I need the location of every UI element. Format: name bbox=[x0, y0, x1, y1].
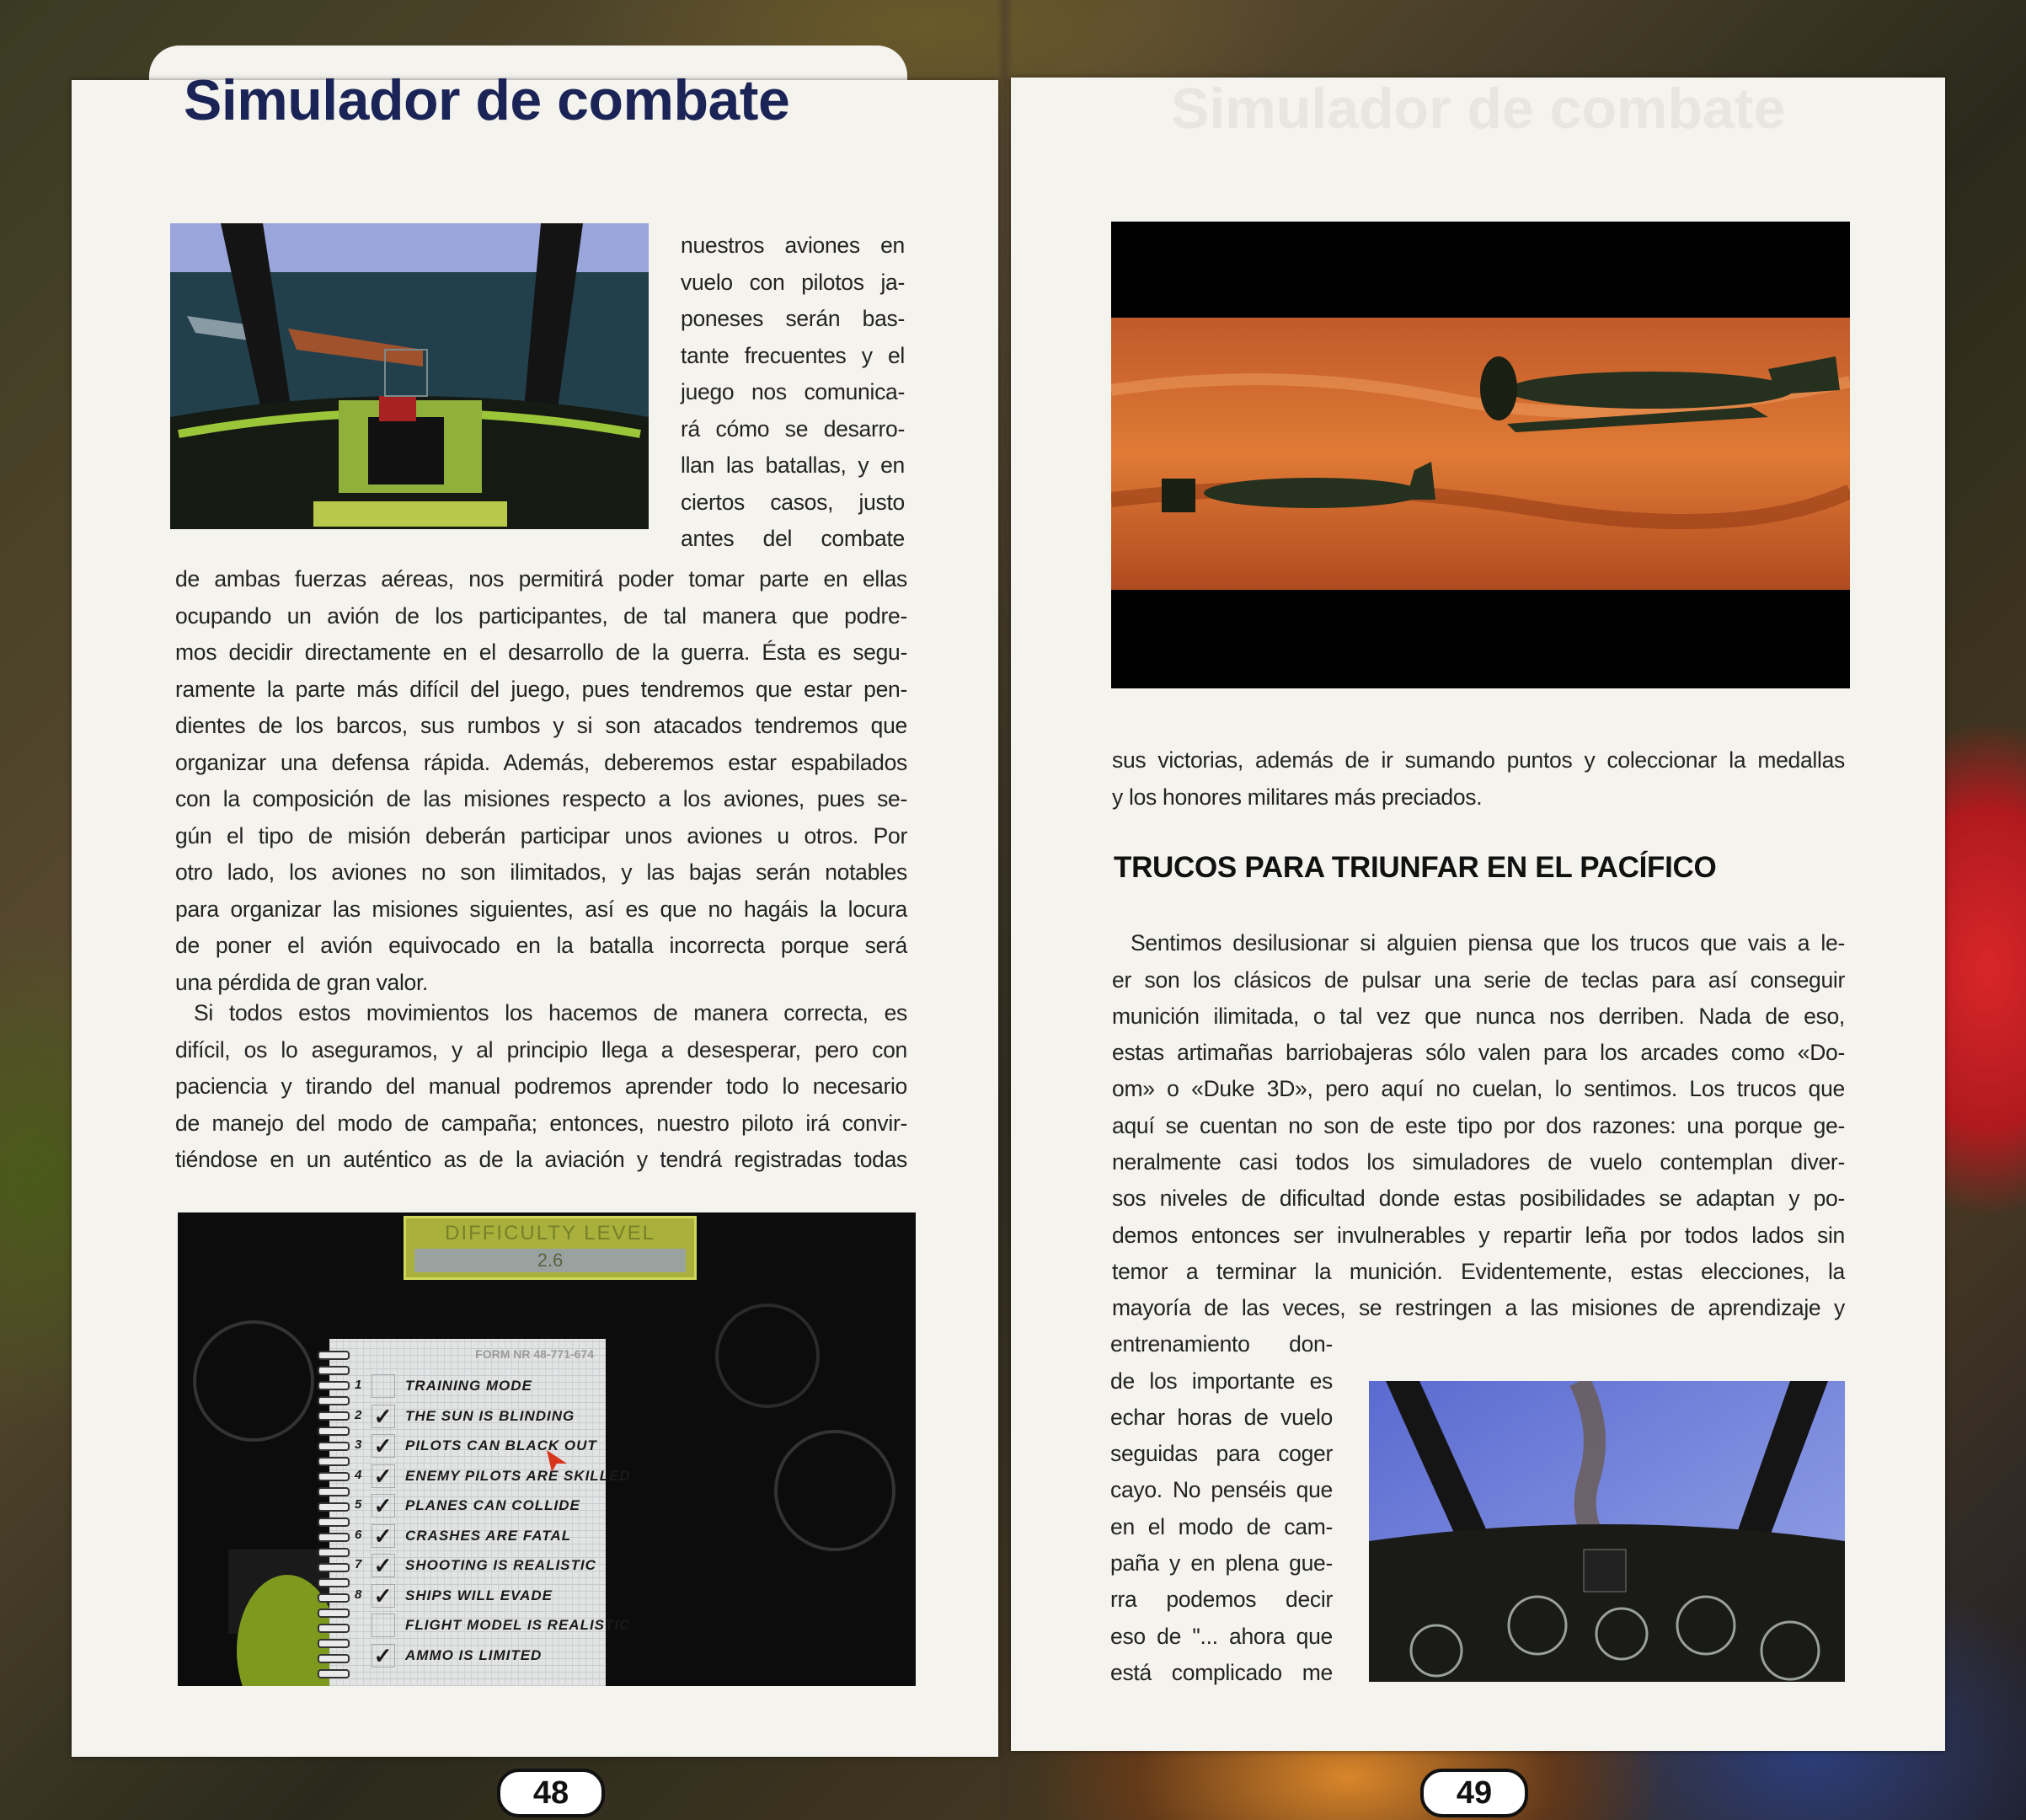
left-paragraph-2-line: tiéndose en un auténtico as de la aviación y tendrá registradas todas bbox=[175, 1147, 907, 1173]
right-paragraph-line: demos entonces ser invulnerables y repartir leña por todos lados sin bbox=[1112, 1222, 1845, 1248]
option-number: 8 bbox=[355, 1587, 363, 1602]
left-narrow-line: juego nos comunica- bbox=[681, 379, 905, 405]
right-paragraph-line: temor a terminar la munición. Evidentemente, estas elecciones, la bbox=[1112, 1258, 1845, 1284]
option-label: ENEMY PILOTS ARE SKILLED bbox=[405, 1467, 631, 1484]
checkbox-checked-icon[interactable]: ✓ bbox=[372, 1644, 395, 1667]
option-label: PLANES CAN COLLIDE bbox=[405, 1497, 580, 1513]
mouse-cursor-icon bbox=[545, 1448, 570, 1474]
right-narrow-line: rra podemos decir bbox=[1110, 1587, 1333, 1613]
left-paragraph-1-line: ramente la parte más difícil del juego, pues tendremos que estar pen- bbox=[175, 676, 907, 702]
checkbox-checked-icon[interactable]: ✓ bbox=[372, 1494, 395, 1518]
planes-sunset-screenshot bbox=[1111, 222, 1850, 688]
option-number: 1 bbox=[355, 1378, 363, 1392]
difficulty-option[interactable] bbox=[329, 1610, 631, 1641]
difficulty-option[interactable] bbox=[329, 1521, 607, 1551]
right-narrow-line: eso de "... ahora que bbox=[1110, 1623, 1333, 1649]
option-label: FLIGHT MODEL IS REALISTIC bbox=[405, 1617, 631, 1633]
difficulty-option[interactable] bbox=[329, 1550, 607, 1581]
left-narrow-line: ciertos casos, justo bbox=[681, 489, 905, 515]
notebook-spiral-ring bbox=[318, 1669, 350, 1678]
left-paragraph-2-line: difícil, os lo aseguramos, y al principio llega a desesperar, pero con bbox=[175, 1036, 907, 1063]
difficulty-level-panel bbox=[404, 1216, 697, 1280]
right-paragraph-line: estas artimañas barriobajeras sólo valen para los arcades como «Do- bbox=[1112, 1040, 1845, 1066]
left-paragraph-2-line: Si todos estos movimientos los hacemos de manera correcta, es bbox=[194, 1000, 907, 1026]
option-number: 5 bbox=[355, 1497, 363, 1512]
right-narrow-line: en el modo de cam- bbox=[1110, 1513, 1333, 1539]
left-paragraph-1-line: de poner el avión equivocado en la batalla incorrecta porque será bbox=[175, 933, 907, 959]
right-paragraph-line: om» o «Duke 3D», pero aquí no cuelan, lo sentimos. Los trucos que bbox=[1112, 1076, 1845, 1102]
option-label: SHIPS WILL EVADE bbox=[405, 1587, 553, 1603]
right-paragraph-line: munición ilimitada, o tal vez que nunca nos derriben. Nada de eso, bbox=[1112, 1003, 1845, 1029]
right-paragraph-line: aquí se cuentan no son de este tipo por dos razones: una porque ge- bbox=[1112, 1112, 1845, 1138]
checkbox-checked-icon[interactable]: ✓ bbox=[372, 1584, 395, 1608]
left-paragraph-1-line: con la composición de las misiones respecto a los aviones, pues se- bbox=[175, 786, 907, 812]
left-narrow-line: llan las batallas, y en bbox=[681, 452, 905, 479]
section-heading: TRUCOS PARA TRIUNFAR EN EL PACÍFICO bbox=[1114, 851, 1717, 884]
left-paragraph-1-line: para organizar las misiones siguientes, así es que no hagáis la locura bbox=[175, 896, 907, 922]
page-number-right: 49 bbox=[1420, 1769, 1528, 1817]
right-narrow-line: cayo. No penséis que bbox=[1110, 1477, 1333, 1503]
checkbox-checked-icon[interactable]: ✓ bbox=[372, 1434, 395, 1458]
cockpit-smoke-screenshot bbox=[1369, 1381, 1845, 1682]
left-paragraph-2-line: de manejo del modo de campaña; entonces, nuestro piloto irá convir- bbox=[175, 1110, 907, 1136]
right-top-line: y los honores militares más preciados. bbox=[1112, 784, 1483, 810]
option-label: AMMO IS LIMITED bbox=[405, 1646, 543, 1663]
right-paragraph-line: neralmente casi todos los simuladores de vuelo contemplan diver- bbox=[1112, 1149, 1845, 1175]
option-number: 4 bbox=[355, 1467, 363, 1482]
right-narrow-line: entrenamiento don- bbox=[1110, 1331, 1333, 1357]
left-paragraph-1-line: de ambas fuerzas aéreas, nos permitirá poder tomar parte en ellas bbox=[175, 566, 907, 592]
difficulty-option[interactable] bbox=[329, 1371, 607, 1401]
difficulty-option[interactable] bbox=[329, 1581, 607, 1611]
left-paragraph-1-line: una pérdida de gran valor. bbox=[175, 969, 429, 995]
left-narrow-line: rá cómo se desarro- bbox=[681, 415, 905, 442]
checkbox-empty-icon[interactable] bbox=[372, 1614, 395, 1637]
left-narrow-line: poneses serán bas- bbox=[681, 306, 905, 332]
page-number-left: 48 bbox=[497, 1769, 605, 1817]
right-top-line: sus victorias, además de ir sumando puntos y coleccionar la medallas bbox=[1112, 747, 1845, 774]
checkbox-empty-icon[interactable] bbox=[372, 1374, 395, 1398]
checkbox-checked-icon[interactable]: ✓ bbox=[372, 1554, 395, 1577]
option-number: 6 bbox=[355, 1527, 363, 1542]
right-paragraph-line: er son los clásicos de pulsar una serie de teclas para así conseguir bbox=[1112, 966, 1845, 993]
notebook-spiral-ring bbox=[318, 1351, 350, 1360]
option-number: 3 bbox=[355, 1437, 363, 1452]
option-number: 2 bbox=[355, 1407, 363, 1422]
difficulty-option[interactable] bbox=[329, 1641, 607, 1671]
left-paragraph-1-line: gún el tipo de misión deberán participar unos aviones u otros. Por bbox=[175, 822, 907, 848]
right-narrow-line: de los importante es bbox=[1110, 1368, 1333, 1394]
show-through-title: Simulador de combate bbox=[1171, 77, 1786, 141]
left-narrow-line: tante frecuentes y el bbox=[681, 342, 905, 368]
right-paragraph-line: Sentimos desilusionar si alguien piensa que los trucos que vais a le- bbox=[1131, 930, 1845, 956]
right-narrow-line: está complicado me bbox=[1110, 1659, 1333, 1685]
checkbox-checked-icon[interactable]: ✓ bbox=[372, 1405, 395, 1428]
difficulty-screenshot bbox=[178, 1212, 916, 1686]
difficulty-option[interactable] bbox=[329, 1401, 607, 1432]
cockpit-sea-image bbox=[170, 223, 649, 529]
option-label: TRAINING MODE bbox=[405, 1378, 532, 1394]
checkbox-checked-icon[interactable]: ✓ bbox=[372, 1524, 395, 1548]
left-paragraph-1-line: dientes de los barcos, sus rumbos y si son atacados tendremos que bbox=[175, 713, 907, 739]
left-paragraph-1-line: mos decidir directamente en el desarrollo de la guerra. Ésta es segu- bbox=[175, 640, 907, 666]
difficulty-checklist-notebook bbox=[329, 1339, 631, 1686]
left-narrow-line: vuelo con pilotos ja- bbox=[681, 269, 905, 295]
left-narrow-line: nuestros aviones en bbox=[681, 233, 905, 259]
left-paragraph-1-line: otro lado, los aviones no son ilimitados, y las bajas serán notables bbox=[175, 859, 907, 886]
option-label: SHOOTING IS REALISTIC bbox=[405, 1557, 596, 1573]
planes-sunset-image bbox=[1111, 222, 1850, 688]
difficulty-option[interactable] bbox=[329, 1491, 607, 1521]
right-paragraph-line: sos niveles de dificultad donde estas posibilidades se adaptan y po- bbox=[1112, 1186, 1845, 1212]
page-title: Simulador de combate bbox=[184, 68, 790, 132]
left-paragraph-1-line: ocupando un avión de los participantes, de tal manera que podre- bbox=[175, 602, 907, 629]
right-narrow-line: seguidas para coger bbox=[1110, 1441, 1333, 1467]
right-paragraph-line: mayoría de las veces, se restringen a las misiones de aprendizaje y bbox=[1112, 1295, 1845, 1321]
cockpit-smoke-image bbox=[1369, 1381, 1845, 1682]
checkbox-checked-icon[interactable]: ✓ bbox=[372, 1464, 395, 1488]
cockpit-screenshot bbox=[170, 223, 649, 529]
left-paragraph-1-line: organizar una defensa rápida. Además, deberemos estar espabilados bbox=[175, 749, 907, 775]
right-narrow-line: echar horas de vuelo bbox=[1110, 1404, 1333, 1430]
form-number: FORM NR 48-771-674 bbox=[475, 1347, 594, 1361]
difficulty-level-label: DIFFICULTY LEVEL bbox=[445, 1222, 655, 1245]
option-label: CRASHES ARE FATAL bbox=[405, 1527, 572, 1544]
difficulty-level-value: 2.6 bbox=[414, 1249, 686, 1272]
left-paragraph-2-line: paciencia y tirando del manual podremos aprender todo lo necesario bbox=[175, 1073, 907, 1100]
option-label: PILOTS CAN BLACK OUT bbox=[405, 1437, 597, 1453]
left-narrow-line: antes del combate bbox=[681, 526, 905, 552]
right-narrow-line: paña y en plena gue- bbox=[1110, 1550, 1333, 1576]
option-number: 7 bbox=[355, 1557, 363, 1571]
option-label: THE SUN IS BLINDING bbox=[405, 1407, 575, 1424]
